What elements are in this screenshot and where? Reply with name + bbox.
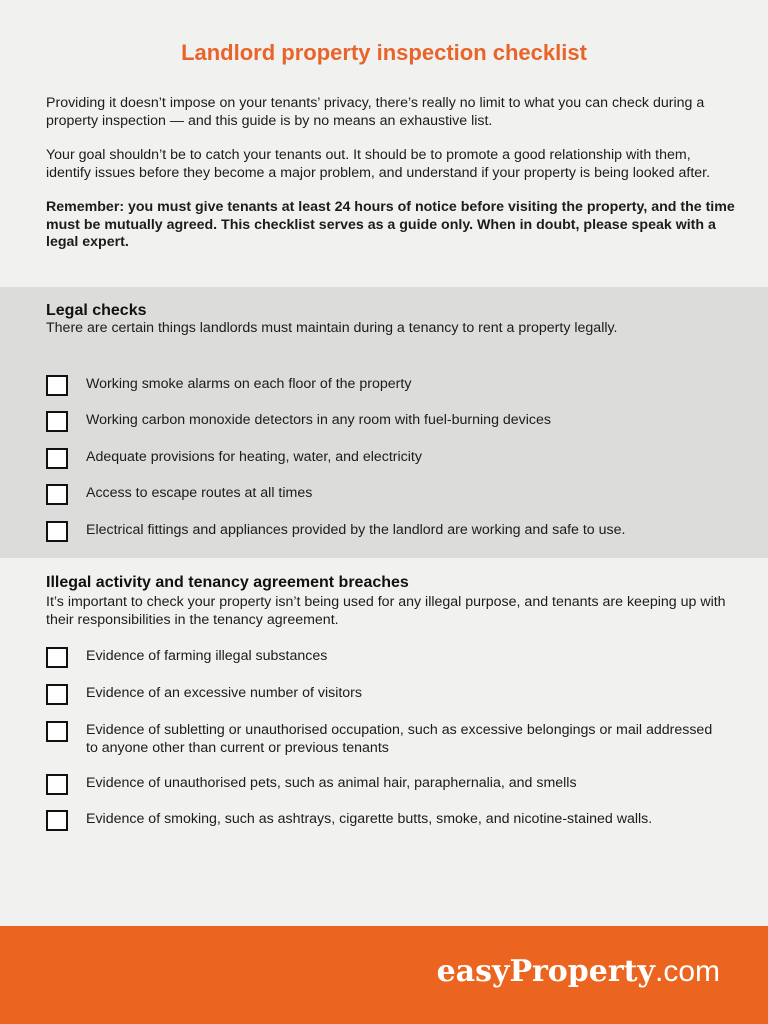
checklist-item-label: Adequate provisions for heating, water, and electricity [86, 449, 422, 465]
checkbox[interactable] [46, 484, 68, 505]
intro-paragraph-1: Providing it doesn’t impose on your tenants’ privacy, there’s really no limit to what you can check during a property inspection — and this guide is by no means an exhaustive list. [46, 95, 705, 129]
checklist-item-label: Working smoke alarms on each floor of the property [86, 376, 412, 392]
checkbox[interactable] [46, 411, 68, 432]
checklist-item-label: Working carbon monoxide detectors in any room with fuel-burning devices [86, 412, 552, 428]
checkbox[interactable] [46, 647, 68, 668]
checklist-item-label: Electrical fittings and appliances provided by the landlord are working and safe to use. [86, 522, 626, 538]
checklist-item-label: Evidence of smoking, such as ashtrays, cigarette butts, smoke, and nicotine-stained walls. [86, 811, 653, 827]
checklist-item[interactable] [46, 774, 726, 795]
checkbox[interactable] [46, 774, 68, 795]
checklist-item[interactable] [46, 647, 726, 668]
checklist-item-label: Evidence of farming illegal substances [86, 648, 328, 664]
intro-paragraph-2: Your goal shouldn’t be to catch your tenants out. It should be to promote a good relationship with them, identify issues before they become a major problem, and understand if your property is being looked after. [46, 147, 711, 181]
checklist-item[interactable] [46, 411, 726, 432]
section-title-legal: Legal checks [46, 302, 147, 319]
page-title: Landlord property inspection checklist [181, 40, 587, 65]
checklist-item[interactable] [46, 375, 726, 396]
checkbox[interactable] [46, 375, 68, 396]
section-description-illegal: It’s important to check your property isn’t being used for any illegal purpose, and tenants are keeping up with their responsibilities in the tenancy agreement. [46, 594, 726, 628]
checkbox[interactable] [46, 684, 68, 705]
checklist-item-label: Evidence of subletting or unauthorised occupation, such as excessive belongings or mail addressed to anyone other than current or previous tenants [86, 722, 713, 756]
intro [46, 95, 736, 269]
legal-checks-section [0, 287, 768, 558]
checklist-item-label: Access to escape routes at all times [86, 485, 313, 501]
checkbox[interactable] [46, 721, 68, 742]
section-title-illegal: Illegal activity and tenancy agreement breaches [46, 574, 409, 591]
intro-notice: Remember: you must give tenants at least 24 hours of notice before visiting the property, and the time must be mutually agreed. This checklist serves as a guide only. When in doubt, please speak with a legal expert. [46, 199, 735, 250]
checklist-item[interactable] [46, 721, 726, 757]
checklist-item[interactable] [46, 810, 726, 831]
checklist-item[interactable] [46, 521, 726, 542]
checklist-item[interactable] [46, 684, 726, 705]
brand-easy: easy [436, 954, 510, 989]
checklist-item-label: Evidence of an excessive number of visitors [86, 685, 362, 701]
brand-property: Property [509, 954, 655, 989]
checkbox[interactable] [46, 521, 68, 542]
checkbox[interactable] [46, 810, 68, 831]
checklist-item[interactable] [46, 484, 726, 505]
checklist-item[interactable] [46, 448, 726, 469]
illegal-activity-section [0, 558, 768, 926]
checkbox[interactable] [46, 448, 68, 469]
checklist-item-label: Evidence of unauthorised pets, such as animal hair, paraphernalia, and smells [86, 775, 577, 791]
brand-logo[interactable] [437, 954, 720, 989]
brand-com: .com [654, 955, 720, 988]
footer-bar [0, 926, 768, 1024]
section-description-legal: There are certain things landlords must maintain during a tenancy to rent a property legally. [46, 320, 618, 336]
